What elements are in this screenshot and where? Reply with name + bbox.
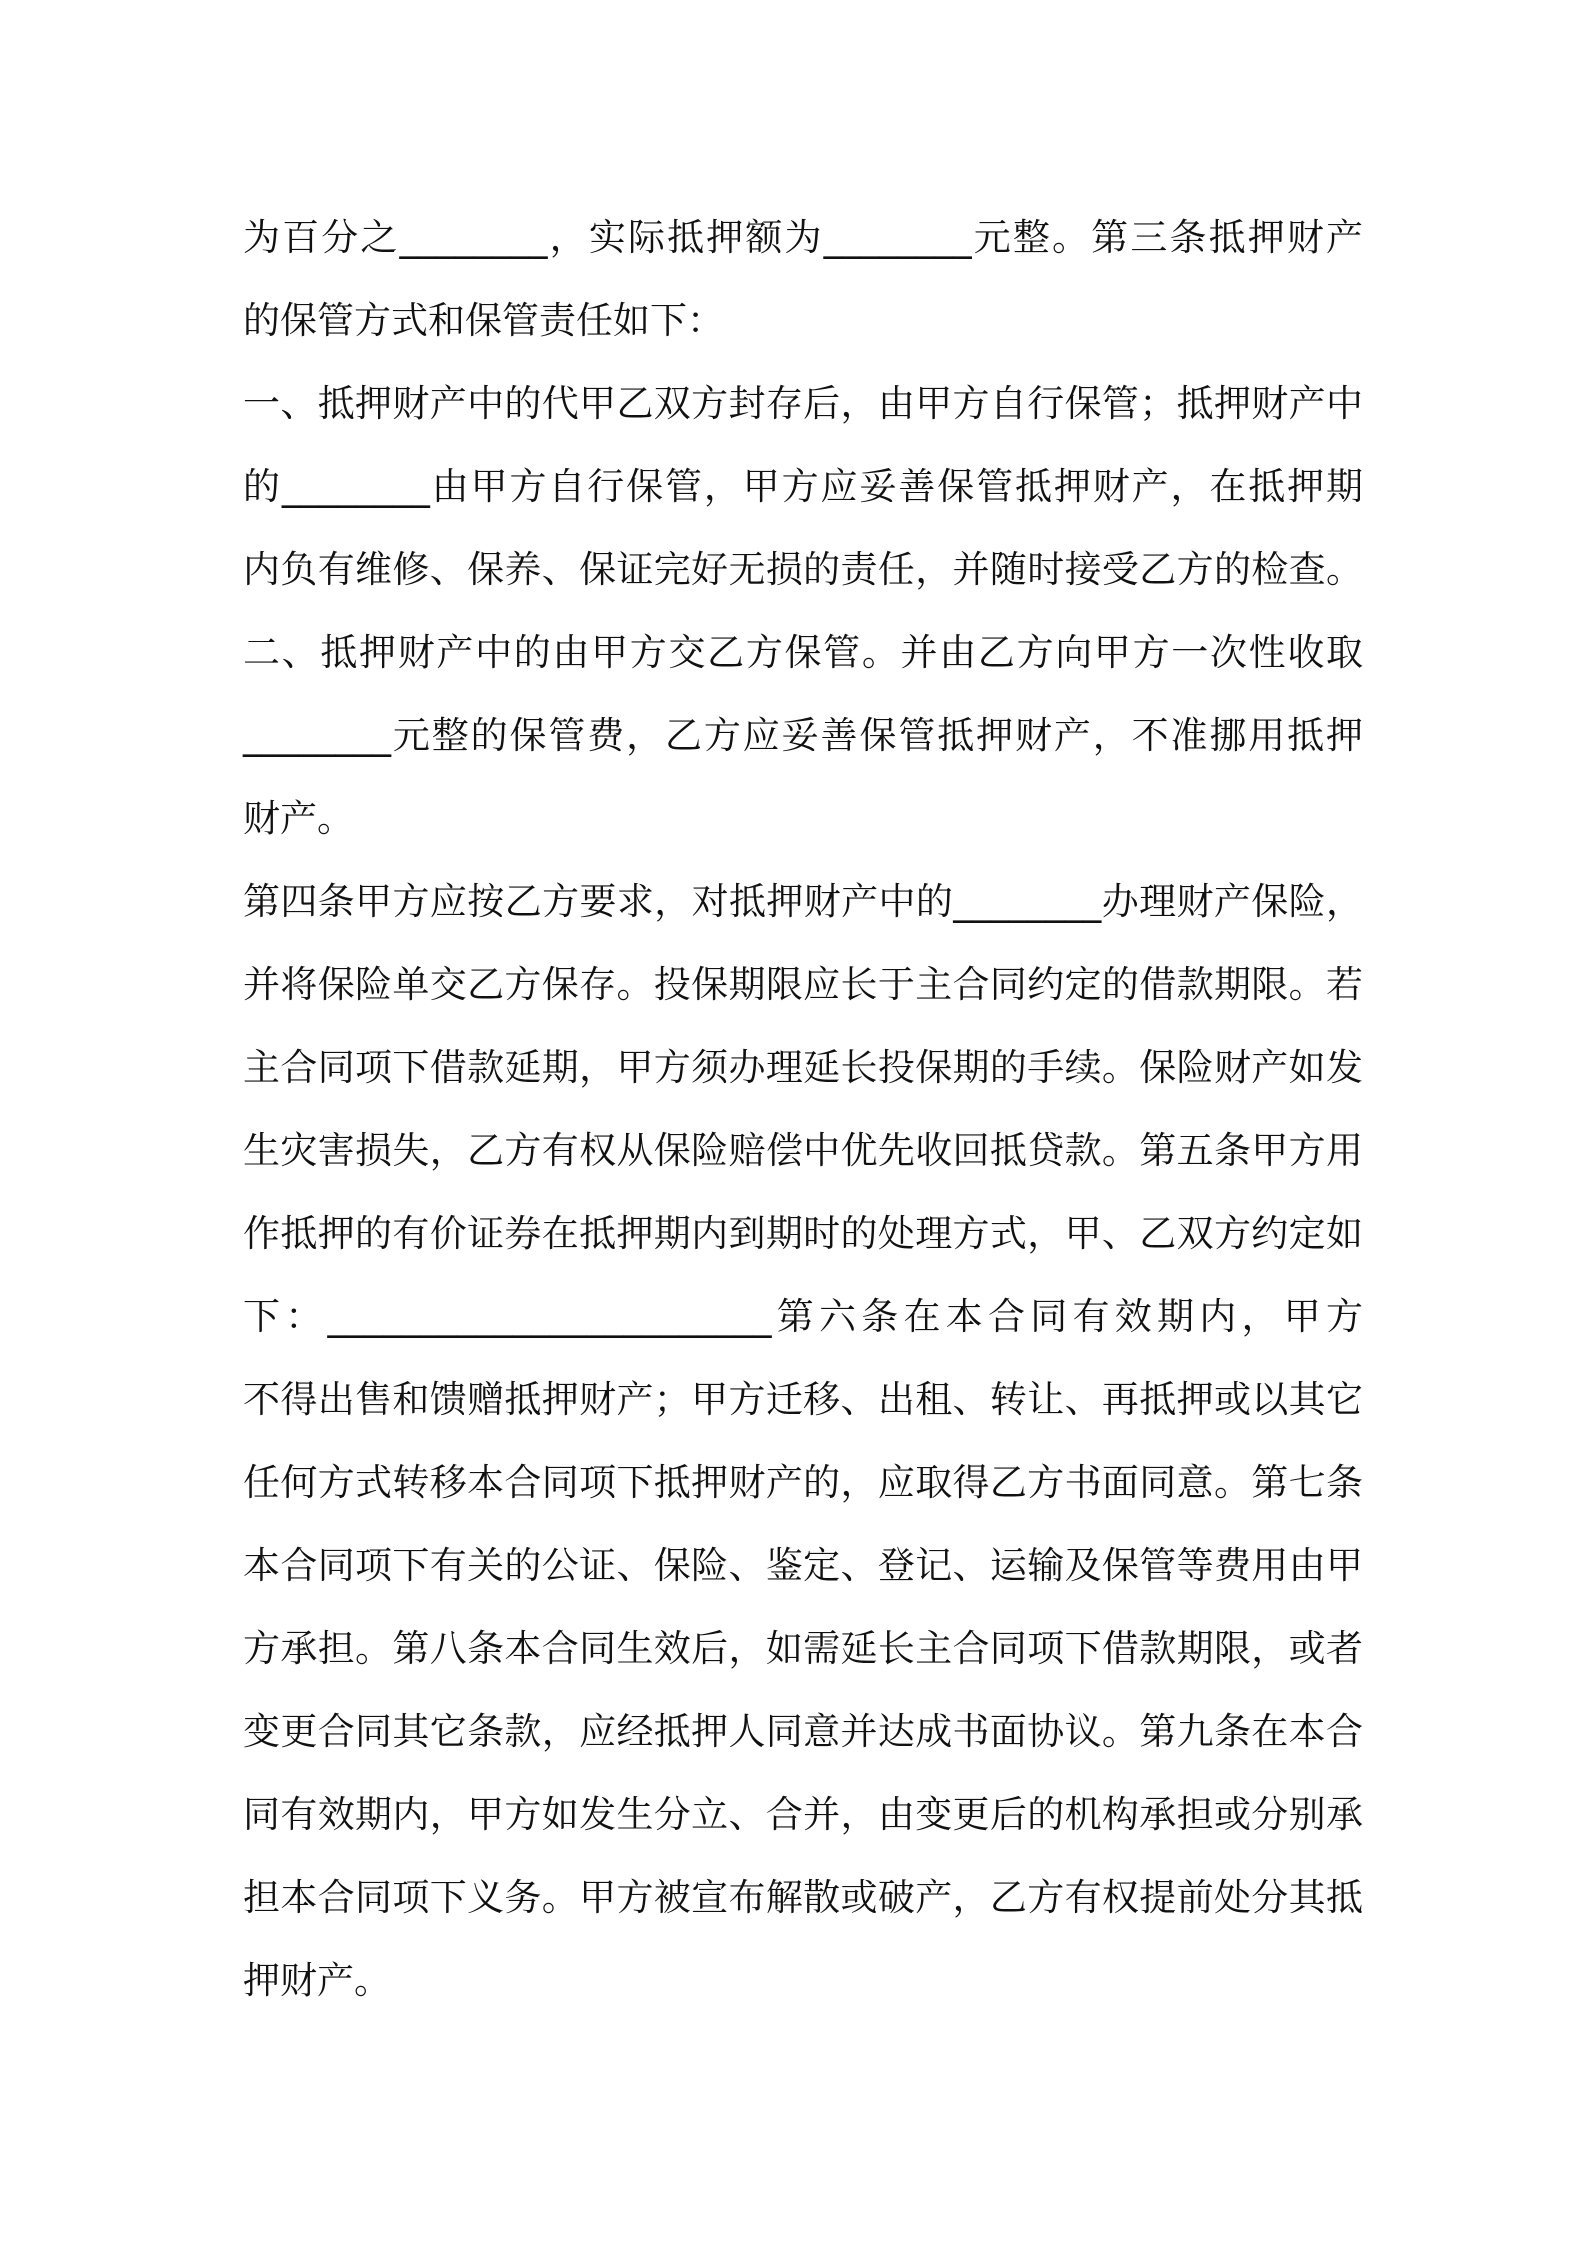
text-line: 生灾害损失，乙方有权从保险赔偿中优先收回抵贷款。第五条甲方用 <box>243 1129 1363 1172</box>
text-line: 下：________________________第六条在本合同有效期内，甲方 <box>243 1295 1363 1338</box>
text-line: 作抵押的有价证券在抵押期内到期时的处理方式，甲、乙双方约定如 <box>243 1212 1363 1255</box>
text-line: 并将保险单交乙方保存。投保期限应长于主合同约定的借款期限。若 <box>243 963 1363 1006</box>
text-line: 任何方式转移本合同项下抵押财产的，应取得乙方书面同意。第七条 <box>243 1461 1363 1504</box>
text-line: 为百分之________，实际抵押额为________元整。第三条抵押财产 <box>243 216 1363 259</box>
text-line: 主合同项下借款延期，甲方须办理延长投保期的手续。保险财产如发 <box>243 1046 1363 1089</box>
text-line: 变更合同其它条款，应经抵押人同意并达成书面协议。第九条在本合 <box>243 1710 1363 1753</box>
text-line: 第四条甲方应按乙方要求，对抵押财产中的________办理财产保险， <box>243 880 1363 923</box>
text-line: 押财产。 <box>243 1959 391 2002</box>
text-line: 财产。 <box>243 797 354 840</box>
text-line: 一、抵押财产中的代甲乙双方封存后，由甲方自行保管；抵押财产中 <box>243 382 1363 425</box>
text-line: 本合同项下有关的公证、保险、鉴定、登记、运输及保管等费用由甲 <box>243 1544 1363 1587</box>
text-line: 方承担。第八条本合同生效后，如需延长主合同项下借款期限，或者 <box>243 1627 1363 1670</box>
contract-text <box>243 196 1363 2022</box>
text-line: ________元整的保管费，乙方应妥善保管抵押财产，不准挪用抵押 <box>243 714 1363 757</box>
text-line: 的________由甲方自行保管，甲方应妥善保管抵押财产，在抵押期 <box>243 465 1363 508</box>
text-line: 担本合同项下义务。甲方被宣布解散或破产，乙方有权提前处分其抵 <box>243 1876 1363 1919</box>
text-line: 内负有维修、保养、保证完好无损的责任，并随时接受乙方的检查。 <box>243 548 1363 591</box>
text-line: 同有效期内，甲方如发生分立、合并，由变更后的机构承担或分别承 <box>243 1793 1363 1836</box>
text-line: 的保管方式和保管责任如下： <box>243 299 724 342</box>
text-line: 二、抵押财产中的由甲方交乙方保管。并由乙方向甲方一次性收取 <box>243 631 1363 674</box>
text-line: 不得出售和馈赠抵押财产；甲方迁移、出租、转让、再抵押或以其它 <box>243 1378 1363 1421</box>
